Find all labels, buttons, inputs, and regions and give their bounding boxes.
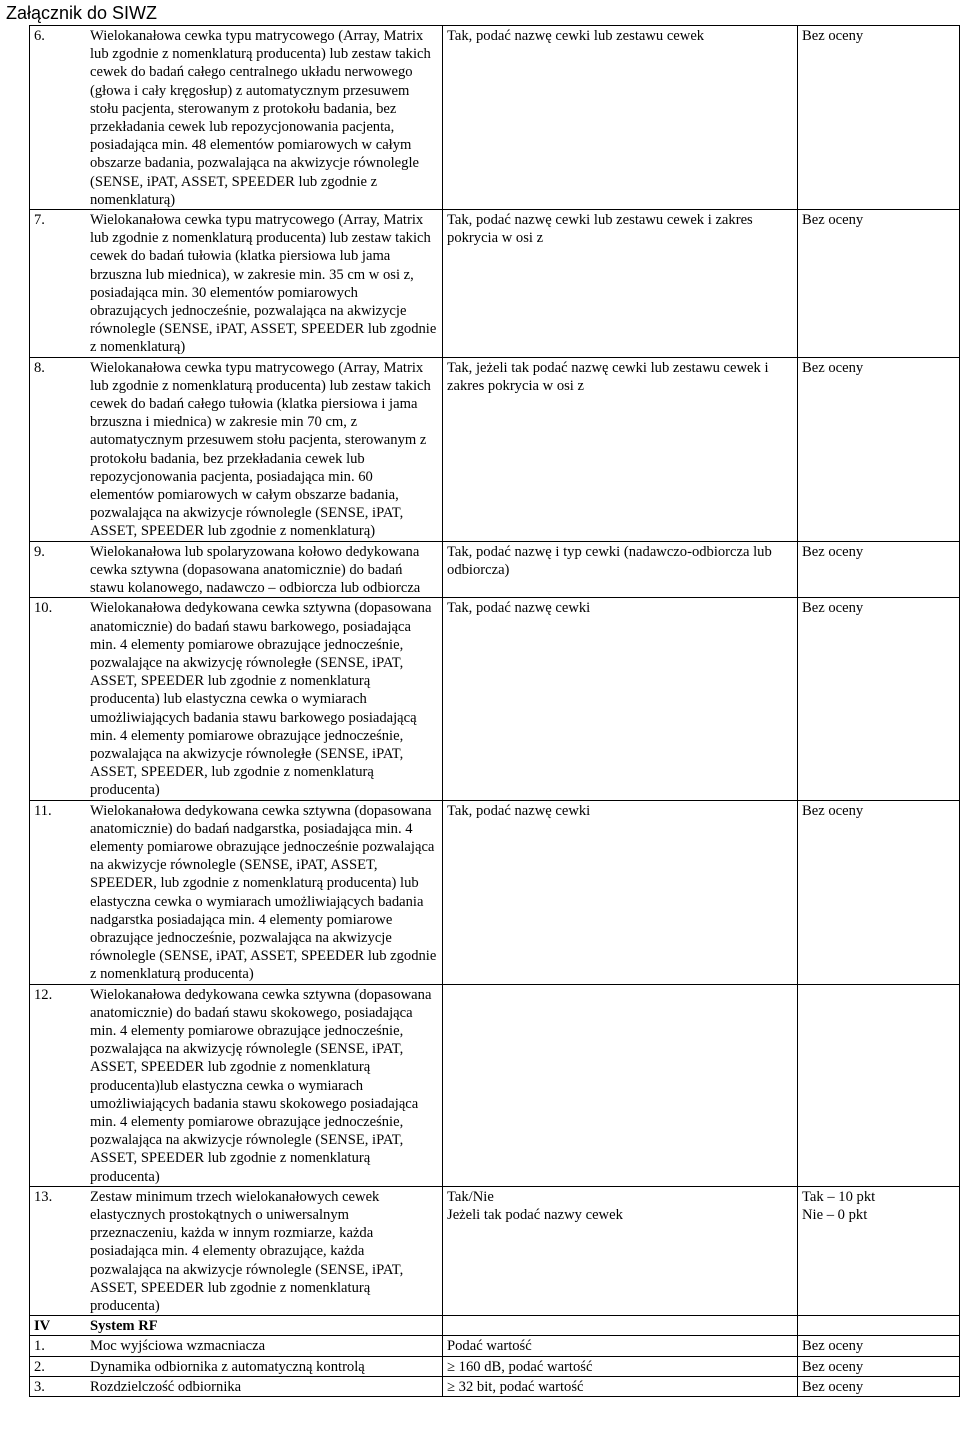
spec-score: Bez oceny (798, 357, 960, 541)
spec-description: Wielokanałowa cewka typu matrycowego (Array, Matrix lub zgodnie z nomenklaturą producenta) lub zestaw takich cewek do badań całego centralnego układu nerwowego (głowa i cały kręgosłup) z automatycznym przesuwem stołu pacjenta, sterowanym z protokołu badania, bez przekładania cewek lub repozycjonowania pacjenta, posiadająca min. 48 elementów pomiarowych w całym obszarze badania, pozwalająca na akwizycje równolegle (SENSE, iPAT, ASSET, SPEEDER lub zgodnie z nomenklaturą) (90, 28, 431, 208)
spec-row (30, 210, 960, 358)
specification-table (29, 25, 960, 1397)
rf-description-cell (30, 1376, 443, 1396)
row-number: 7. (34, 212, 45, 229)
row-number: 11. (34, 802, 52, 819)
rf-row (30, 1356, 960, 1376)
spec-description: Wielokanałowa cewka typu matrycowego (Array, Matrix lub zgodnie z nomenklaturą producenta) lub zestaw takich cewek do badań tułowia (klatka piersiowa lub jama brzuszna lub miednica), w zakresie min. 35 cm w osi z, posiadająca min. 30 elementów pomiarowych obrazujących jednocześnie, pozwalająca na akwizycje równolegle (SENSE, iPAT, ASSET, SPEEDER lub zgodnie z nomenklaturą) (90, 212, 437, 356)
spec-description: Wielokanałowa lub spolaryzowana kołowo dedykowana cewka sztywna (dopasowana anatomicznie) do badań stawu kolanowego, nadawczo – odbiorcza lub odbiorcza (90, 543, 421, 597)
spec-row (30, 800, 960, 984)
rf-description: Rozdzielczość odbiornika (90, 1378, 242, 1395)
rf-description: Dynamika odbiornika z automatyczną kontrolą (90, 1358, 365, 1375)
spec-row (30, 541, 960, 598)
spec-description: Wielokanałowa cewka typu matrycowego (Array, Matrix lub zgodnie z nomenklaturą producenta) lub zestaw takich cewek do badań całego tułowia (klatka piersiowa i jama brzuszna i miednica) w zakresie min 70 cm, z automatycznym przesuwem stołu pacjenta, sterowanym z protokołu badania, bez przekładania cewek lub repozycjonowania pacjenta, posiadająca min. 60 elementów pomiarowych w całym obszarze badania, pozwalająca na akwizycje równolegle (SENSE, iPAT, ASSET, SPEEDER lub zgodnie z nomenklaturą) (90, 359, 431, 540)
section-header-row (30, 1316, 960, 1336)
spec-requirement: Tak, podać nazwę cewki lub zestawu cewek (443, 26, 798, 210)
row-number: 13. (34, 1188, 53, 1205)
spec-score (798, 984, 960, 1186)
row-number: 2. (34, 1358, 45, 1375)
spec-requirement: Tak/Nie Jeżeli tak podać nazwy cewek (443, 1186, 798, 1315)
document-header: Załącznik do SIWZ (6, 3, 158, 23)
spec-score: Bez oceny (798, 800, 960, 984)
spec-description-cell (30, 800, 443, 984)
spec-description: Wielokanałowa dedykowana cewka sztywna (dopasowana anatomicznie) do badań nadgarstka, posiadająca min. 4 elementy pomiarowe obrazujące jednocześnie pozwalająca na akwizycje równolegle (SENSE, iPAT, ASSET, SPEEDER, lub zgodnie z nomenklaturą producenta) lub elastyczna cewka o wymiarach umożliwiających badania nadgarstka posiadająca min. 4 elementy pomiarowe obrazujące jednocześnie, pozwalająca na akwizycje równolegle (SENSE, iPAT, ASSET, SPEEDER lub zgodnie z nomenklaturą producenta) (90, 802, 437, 983)
spec-row (30, 984, 960, 1186)
spec-description-cell (30, 26, 443, 210)
spec-requirement: Tak, podać nazwę cewki (443, 598, 798, 800)
spec-description: Wielokanałowa dedykowana cewka sztywna (dopasowana anatomicznie) do badań stawu skokowego, posiadająca min. 4 elementy pomiarowe obrazujące jednocześnie, pozwalająca na akwizycję równolegle (SENSE, iPAT, ASSET, SPEEDER lub zgodnie z nomenklaturą producenta)lub elastyczna cewka o wymiarach umożliwiających badania stawu skokowego posiadająca min. 4 elementy pomiarowe obrazujące jednocześnie, pozwalająca na akwizycje równolegle (SENSE, iPAT, ASSET, SPEEDER lub zgodnie z nomenklaturą producenta) (90, 986, 432, 1185)
spec-score: Bez oceny (798, 541, 960, 598)
spec-description-cell (30, 357, 443, 541)
spec-description-cell (30, 541, 443, 598)
spec-description-cell (30, 598, 443, 800)
rf-score: Bez oceny (798, 1336, 960, 1356)
rf-score: Bez oceny (798, 1376, 960, 1396)
rf-requirement: ≥ 160 dB, podać wartość (443, 1356, 798, 1376)
rf-requirement: Podać wartość (443, 1336, 798, 1356)
spec-description-cell (30, 210, 443, 358)
rf-score: Bez oceny (798, 1356, 960, 1376)
rf-description-cell (30, 1356, 443, 1376)
rf-row (30, 1336, 960, 1356)
spec-score: Bez oceny (798, 210, 960, 358)
spec-score: Tak – 10 pkt Nie – 0 pkt (798, 1186, 960, 1315)
row-number: 8. (34, 359, 45, 376)
spec-requirement: Tak, podać nazwę cewki (443, 800, 798, 984)
spec-score: Bez oceny (798, 598, 960, 800)
section-number: IV (34, 1318, 51, 1335)
spec-row (30, 1186, 960, 1315)
spec-row (30, 598, 960, 800)
spec-score: Bez oceny (798, 26, 960, 210)
spec-description: Zestaw minimum trzech wielokanałowych cewek elastycznych prostokątnych o uniwersalnym przeznaczeniu, każda w innym rozmiarze, każda posiadająca min. 4 elementy obrazujące, każda pozwalająca na akwizycje równolegle (SENSE, iPAT, ASSET, SPEEDER lub zgodnie z nomenklaturą producenta) (90, 1188, 404, 1315)
rf-requirement: ≥ 32 bit, podać wartość (443, 1376, 798, 1396)
row-number: 9. (34, 543, 45, 560)
row-number: 6. (34, 28, 45, 44)
section-title: System RF (90, 1318, 158, 1335)
row-number: 3. (34, 1378, 45, 1395)
spec-requirement (443, 984, 798, 1186)
row-number: 10. (34, 600, 53, 617)
rf-description: Moc wyjściowa wzmacniacza (90, 1338, 266, 1355)
spec-description-cell (30, 984, 443, 1186)
spec-description: Wielokanałowa dedykowana cewka sztywna (dopasowana anatomicznie) do badań stawu barkowego, posiadająca min. 4 elementy pomiarowe obrazujące jednocześnie, pozwalające na akwizycję równoległe (SENSE, iPAT, ASSET, SPEEDER lub zgodnie z nomenklaturą producenta) lub elastyczna cewka o wymiarach umożliwiających badania stawu barkowego posiadającą min. 4 elementy pomiarowe obrazujące jednocześnie, pozwalająca na akwizycje równoległe (SENSE, iPAT, ASSET, SPEEDER, lub zgodnie z nomenklaturą producenta) (90, 600, 432, 799)
rf-description-cell (30, 1336, 443, 1356)
row-number: 12. (34, 986, 53, 1003)
spec-description-cell (30, 1186, 443, 1315)
rf-row (30, 1376, 960, 1396)
spec-requirement: Tak, podać nazwę i typ cewki (nadawczo-odbiorcza lub odbiorcza) (443, 541, 798, 598)
empty-cell (798, 1316, 960, 1336)
empty-cell (443, 1316, 798, 1336)
spec-requirement: Tak, podać nazwę cewki lub zestawu cewek i zakres pokrycia w osi z (443, 210, 798, 358)
row-number: 1. (34, 1338, 45, 1355)
section-title-cell (30, 1316, 443, 1336)
spec-row (30, 26, 960, 210)
spec-row (30, 357, 960, 541)
spec-requirement: Tak, jeżeli tak podać nazwę cewki lub zestawu cewek i zakres pokrycia w osi z (443, 357, 798, 541)
